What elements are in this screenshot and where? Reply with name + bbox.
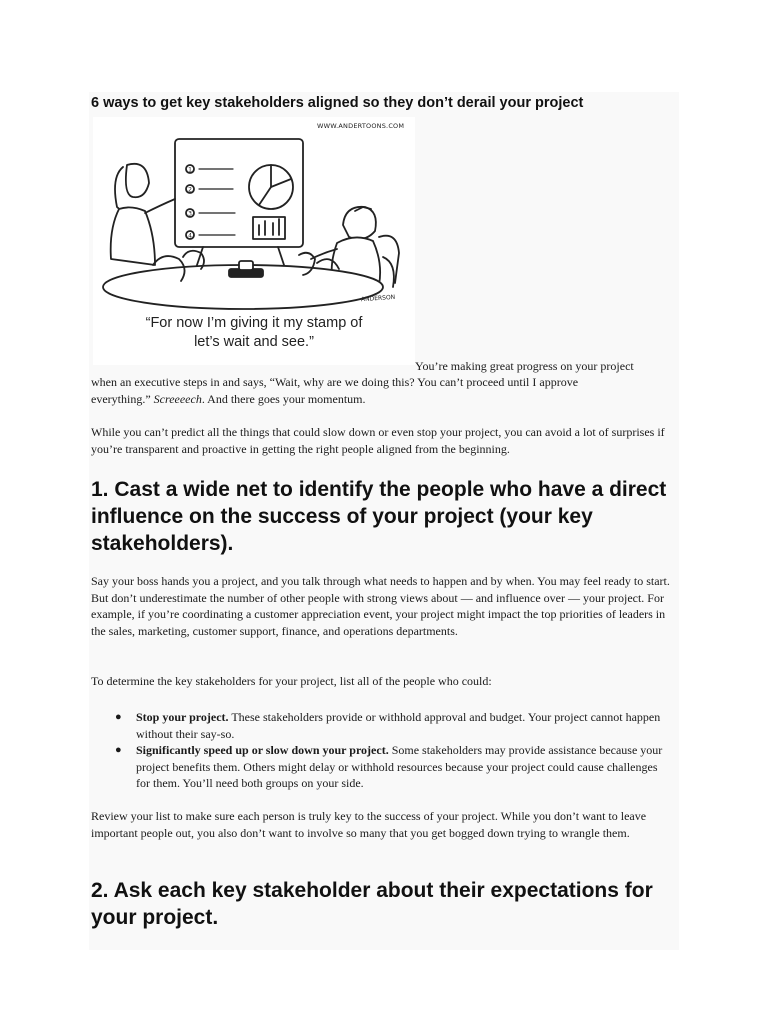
whiteboard-number: 4: [188, 232, 192, 240]
cartoon-caption: [93, 314, 415, 352]
paragraph: To determine the key stakeholders for your project, list all of the people who could:: [91, 674, 492, 688]
bullet-icon: ●: [115, 744, 122, 756]
list-item-bold: Significantly speed up or slow down your project.: [136, 743, 389, 757]
bullet-icon: ●: [115, 711, 122, 723]
list-item-bold: Stop your project.: [136, 710, 229, 724]
list-item: [91, 709, 671, 742]
cartoon-credit: WWW.ANDERTOONS.COM: [317, 122, 405, 130]
section-heading: 1. Cast a wide net to identify the people who have a direct influence on the success of your project (your key stakeholders).: [91, 478, 667, 555]
paragraph: While you can’t predict all the things that could slow down or even stop your project, you can avoid a lot of surprises if you’re transparent and proactive in getting the right people aligned from the beginning.: [91, 425, 665, 456]
cartoon-signature: ANDERSON: [360, 293, 396, 304]
intro-line-2: when an executive steps in and says, “Wait, why are we doing this? You can’t proceed until I approve: [91, 375, 579, 389]
list-item: [91, 742, 671, 792]
intro-line-3: everything.”: [91, 391, 154, 406]
intro-line-3-end: . And there goes your momentum.: [201, 391, 366, 406]
section-heading: 2. Ask each key stakeholder about their expectations for your project.: [91, 879, 653, 929]
list-item-text: Some stakeholders may provide assistance because your project benefits them. Others might delay or withhold resources because your project could cause challenges for them. You’ll need both groups on your side.: [136, 743, 663, 790]
cartoon-illustration: [93, 117, 415, 365]
whiteboard-number: 2: [188, 186, 192, 194]
cartoon-caption-line: “For now I’m giving it my stamp of: [145, 315, 363, 331]
list-item-text: These stakeholders provide or withhold approval and budget. Your project cannot happen without their say-so.: [136, 710, 661, 741]
bullet-list: [91, 709, 671, 792]
intro-paragraph: [91, 374, 671, 407]
whiteboard-number: 1: [188, 166, 192, 174]
paragraph: Say your boss hands you a project, and you talk through what needs to happen and by when. You may feel ready to start. But don’t underestimate the number of other people with strong views about — and influence over — your project. For example, if you’re coordinating a customer appreciation event, your project might impact the top priorities of leaders in the sales, marketing, customer support, finance, and operations departments.: [91, 574, 670, 638]
article-title: 6 ways to get key stakeholders aligned so they don’t derail your project: [91, 95, 584, 111]
cartoon-caption-line: let’s wait and see.”: [194, 334, 314, 350]
intro-line-1: You’re making great progress on your project: [415, 359, 634, 373]
paragraph: Review your list to make sure each person is truly key to the success of your project. While you don’t want to leave important people out, you also don’t want to involve so many that you get bogged down trying to wrangle them.: [91, 809, 647, 840]
intro-emphasis: Screeeech: [153, 391, 202, 406]
cartoon-drawing: [93, 117, 415, 317]
whiteboard-number: 3: [188, 210, 192, 218]
